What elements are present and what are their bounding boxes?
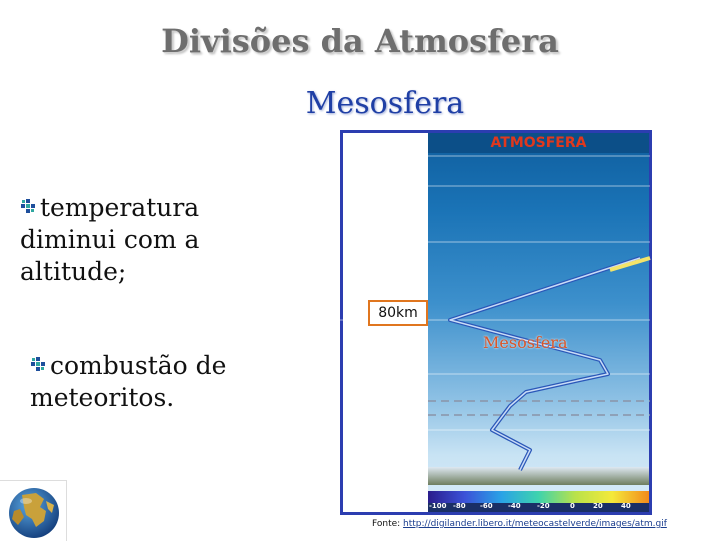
- figure-header: ATMOSFERA: [428, 133, 649, 153]
- gem-bullet-icon: [30, 356, 46, 372]
- profile-line: [450, 258, 640, 470]
- slide-title: Divisões da Atmosfera: [161, 22, 559, 60]
- globe-icon: [0, 481, 66, 541]
- temperature-tick: -80: [453, 502, 466, 510]
- temperature-tick: -40: [508, 502, 521, 510]
- source-label: Fonte:: [372, 519, 401, 529]
- layer-boundaries: [340, 156, 650, 430]
- temperature-tick: -20: [537, 502, 550, 510]
- slide-subtitle: Mesosfera: [305, 86, 465, 121]
- temperature-tick: -100: [429, 502, 447, 510]
- gem-bullet-icon: [20, 198, 36, 214]
- altitude-marker: 80km: [368, 300, 428, 326]
- temperature-tick: 40: [621, 502, 631, 510]
- temperature-tick: -60: [480, 502, 493, 510]
- temperature-tick: 0: [570, 502, 575, 510]
- layer-label: Mesosfera: [483, 333, 568, 352]
- source-link[interactable]: http://digilander.libero.it/meteocastelverde/images/atm.gif: [403, 519, 667, 529]
- source-caption: [372, 519, 667, 529]
- logo: [0, 480, 67, 541]
- dashed-boundaries: [428, 401, 650, 415]
- bullet-text: combustão de meteoritos.: [30, 351, 227, 412]
- bullet-item: [30, 350, 270, 414]
- temperature-tick: 20: [593, 502, 603, 510]
- bullet-text: temperatura diminui com a altitude;: [20, 193, 200, 286]
- bullet-item: [20, 192, 250, 288]
